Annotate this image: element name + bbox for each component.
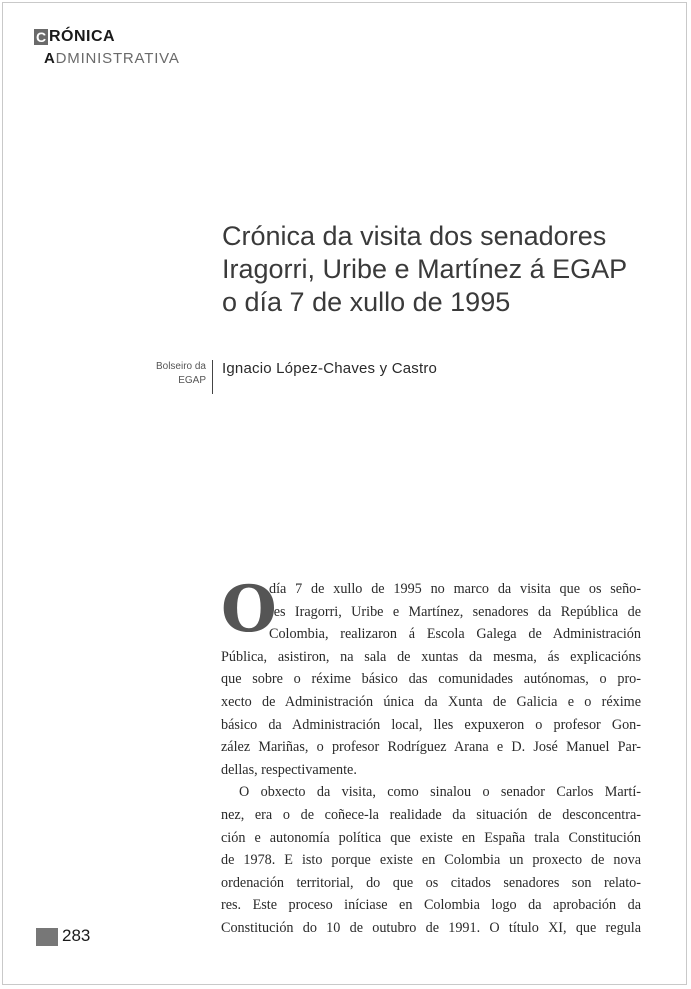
text-line: de 1978. E isto porque existe en Colombia un proxecto de nova xyxy=(221,852,641,869)
author-affiliation xyxy=(120,360,206,388)
text-line: xecto de Administración única da Xunta de Galicia e o réxime xyxy=(221,693,641,710)
text-line: nez, era o de coñece-la realidade da situación de desconcentra- xyxy=(221,806,641,823)
text-line: res. Este proceso iníciase en Colombia logo da aprobación da xyxy=(221,897,641,914)
text-line: que sobre o réxime básico das comunidades autónomas, o pro- xyxy=(221,671,641,688)
text-line: ordenación territorial, do que os citados senadores son relato- xyxy=(221,874,641,891)
paragraph-2 xyxy=(221,781,641,939)
section-header-line2 xyxy=(44,50,180,67)
page-number-marker xyxy=(36,928,58,946)
article-title xyxy=(222,220,662,319)
section-initial-a: A xyxy=(44,50,56,67)
text-line: Constitución do 10 de outubro de 1991. O título XI, que regula xyxy=(221,919,641,936)
page-number: 283 xyxy=(62,926,91,945)
text-line: res Iragorri, Uribe e Martínez, senadores da República de xyxy=(269,603,641,620)
title-line: o día 7 de xullo de 1995 xyxy=(222,287,511,317)
section-header xyxy=(34,26,180,67)
author-name: Ignacio López-Chaves y Castro xyxy=(222,360,438,377)
article-body xyxy=(221,572,641,940)
paragraph-1 xyxy=(221,572,641,781)
text-line: Pública, asistiron, na sala de xuntas da mesma, ás explicacións xyxy=(221,648,641,665)
section-initial-box: C xyxy=(35,29,47,45)
author-divider xyxy=(212,360,213,394)
text-line: dellas, respectivamente. xyxy=(221,761,357,778)
text-line: zález Mariñas, o profesor Rodríguez Arana e D. José Manuel Par- xyxy=(221,739,641,756)
text-line: básico da Administración local, lles expuxeron o profesor Gon- xyxy=(221,716,641,733)
affiliation-line: Bolseiro da xyxy=(155,361,206,372)
text-line: día 7 de xullo de 1995 no marco da visita que os seño- xyxy=(269,581,641,597)
title-line: Iragorri, Uribe e Martínez á EGAP xyxy=(222,254,628,284)
text-line: ción e autonomía política que existe en España trala Constitución xyxy=(221,829,641,846)
text-line: O obxecto da visita, como sinalou o senador Carlos Martí- xyxy=(239,784,641,801)
text-line: Colombia, realizaron á Escola Galega de Administración xyxy=(269,626,641,643)
section-title-word2: DMINISTRATIVA xyxy=(55,50,180,67)
affiliation-line: EGAP xyxy=(178,375,206,386)
section-header-line1 xyxy=(34,26,180,48)
title-line: Crónica da visita dos senadores xyxy=(222,221,607,251)
section-title-word1: RÓNICA xyxy=(49,28,116,45)
drop-cap: O xyxy=(221,572,277,647)
